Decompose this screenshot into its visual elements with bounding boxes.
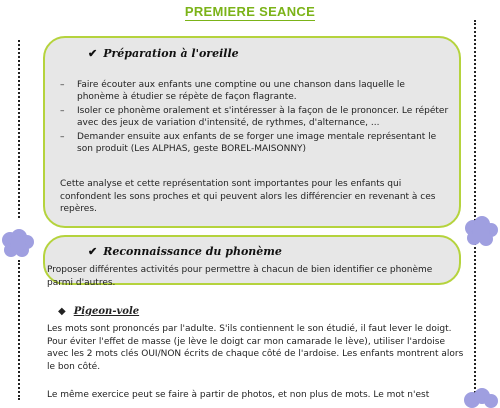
left-dotted-line [18,40,20,218]
activity-heading: ◆ Pigeon-vole [58,306,140,317]
activity-paragraph-continued: Le même exercice peut se faire à partir de photos, et non plus de mots. Le mot n'est [47,390,430,400]
list-item: – Faire écouter aux enfants une comptine ou une chanson dans laquelle le phonème à étudier se répète de façon flagrante. [60,80,405,102]
list-item: – Isoler ce phonème oralement et s'intéresser à la façon de le prononcer. Le répéter avec des jeux de variation d'intensité, de rythmes, d'alternance, ... [60,106,449,128]
diamond-bullet-icon: ◆ [58,306,66,317]
check-icon: ✔ [88,47,98,60]
left-dotted-line-lower [18,260,20,400]
cloud-icon [462,215,500,249]
section-heading-reconnaissance: ✔ Reconnaissance du phonème [88,245,282,258]
preparation-list [60,79,450,157]
right-dotted-line [474,20,476,400]
cloud-icon [0,228,36,260]
section-heading-preparation: ✔ Préparation à l'oreille [88,47,239,60]
page-title: PREMIERE SEANCE [184,4,316,19]
reconnaissance-paragraph: Proposer différentes activités pour permettre à chacun de bien identifier ce phonème parmi d'autres. [47,265,433,288]
list-item: – Demander ensuite aux enfants de se forger une image mentale représentant le son produit (Les ALPHAS, geste BOREL-MAISONNY) [60,132,437,154]
preparation-paragraph: Cette analyse et cette représentation sont importantes pour les enfants qui confondent les sons proches et qui peuvent alors les différencier en revenant à ces repères. [60,179,436,214]
activity-paragraph: Les mots sont prononcés par l'adulte. S'ils contiennent le son étudié, il faut lever le doigt. Pour éviter l'effet de masse (je lève le doigt car mon camarade le lève), utiliser l'ardoise avec les 2 mots clés OUI/NON écrits de chaque côté de l'ardoise. Les enfants montrent alors le bon côté. [47,324,464,372]
check-icon: ✔ [88,245,98,258]
